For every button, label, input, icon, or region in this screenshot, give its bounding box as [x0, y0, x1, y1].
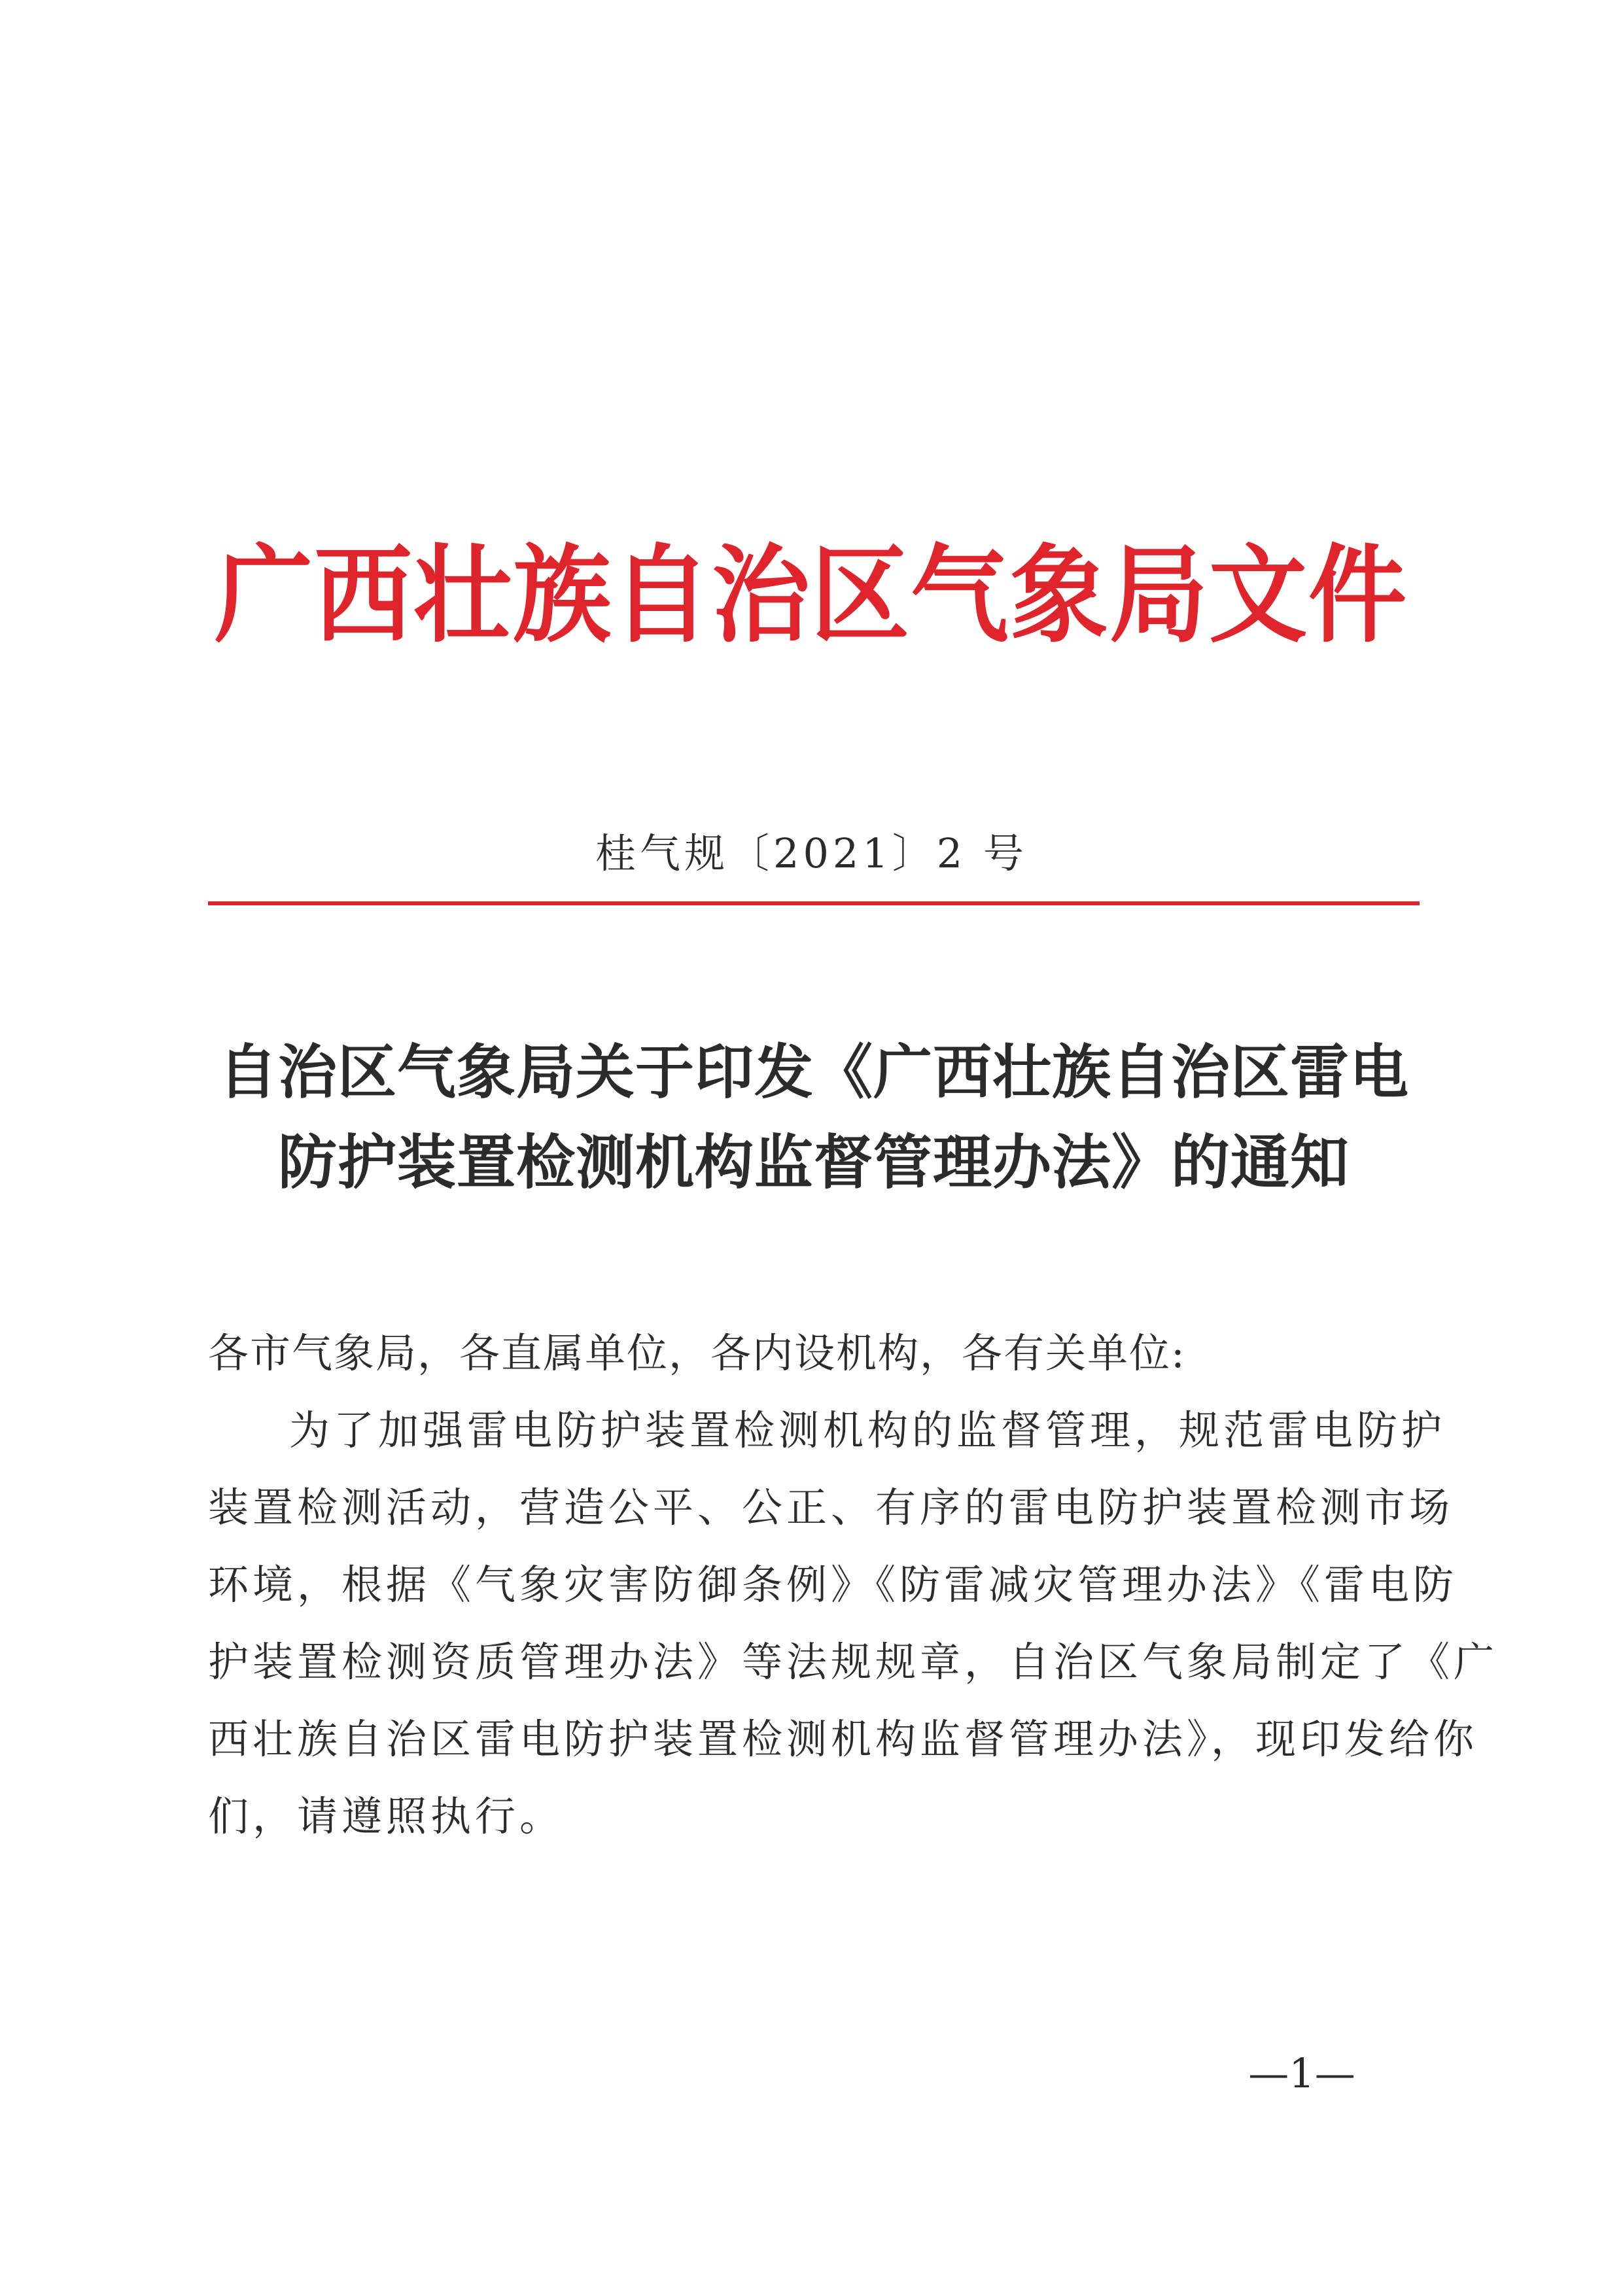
page-number: —1—	[1248, 2049, 1355, 2097]
document-title-line-2: 防护装置检测机构监督管理办法》的通知	[278, 1128, 1350, 1197]
red-separator-line	[208, 901, 1420, 905]
body-line-2: 装置检测活动，营造公平、公正、有序的雷电防护装置检测市场	[208, 1484, 1454, 1531]
document-title-line-1: 自治区气象局关于印发《广西壮族自治区雷电	[218, 1037, 1409, 1107]
body-line-6: 们，请遵照执行。	[208, 1792, 565, 1840]
body-line-1: 为了加强雷电防护装置检测机构的监督管理，规范雷电防护	[289, 1406, 1446, 1454]
document-title	[208, 1027, 1420, 1208]
body-paragraph	[208, 1392, 1499, 1855]
body-line-4: 护装置检测资质管理办法》等法规规章，自治区气象局制定了《广	[208, 1638, 1499, 1686]
salutation: 各市气象局，各直属单位，各内设机构，各有关单位:	[208, 1329, 1186, 1377]
document-number: 桂气规〔2021〕2 号	[595, 829, 1028, 877]
issuer-header-title: 广西壮族自治区气象局文件	[214, 532, 1408, 658]
body-line-5: 西壮族自治区雷电防护装置检测机构监督管理办法》，现印发给你	[208, 1715, 1478, 1763]
document-body	[208, 1315, 1499, 1855]
body-line-3: 环境，根据《气象灾害防御条例》《防雷减灾管理办法》《雷电防	[208, 1561, 1458, 1609]
